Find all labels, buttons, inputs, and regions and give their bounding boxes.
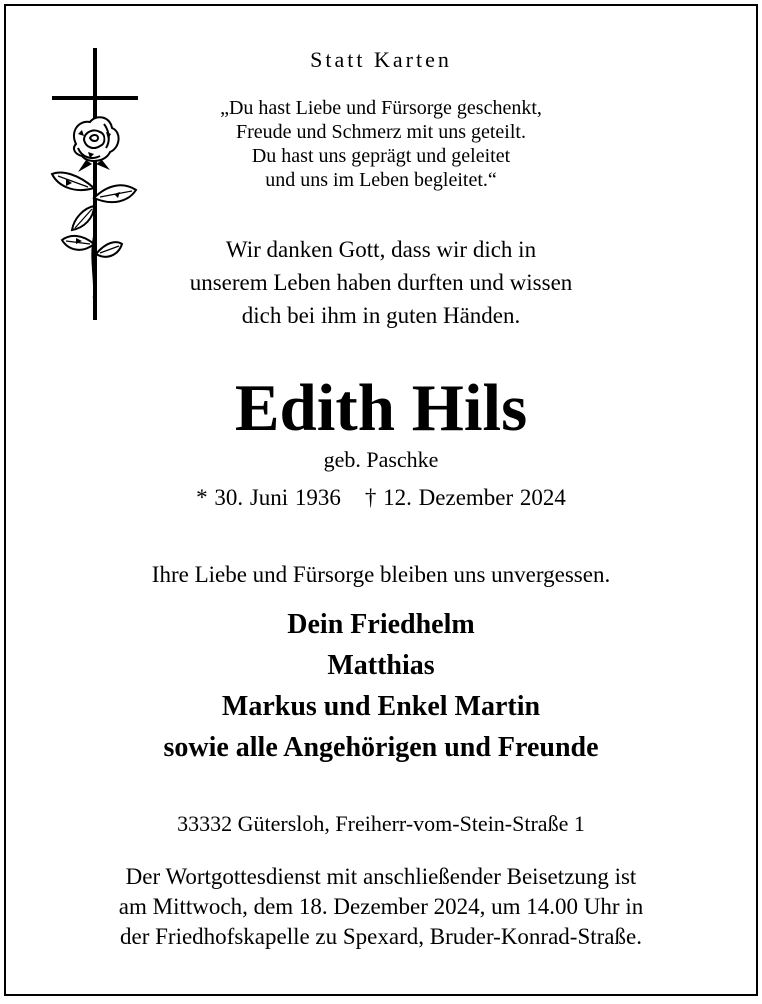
gratitude-text bbox=[6, 233, 756, 332]
obituary-notice bbox=[4, 4, 758, 996]
life-dates bbox=[6, 485, 756, 511]
deceased-name: Edith Hils bbox=[234, 371, 528, 445]
mourner-line: sowie alle Angehörigen und Freunde bbox=[163, 732, 599, 763]
statt-karten-heading: Statt Karten bbox=[310, 47, 452, 72]
poem bbox=[6, 96, 756, 192]
service-line: der Friedhofskapelle zu Spexard, Bruder-Konrad-Straße. bbox=[120, 924, 642, 949]
service-line: am Mittwoch, dem 18. Dezember 2024, um 14.00 Uhr in bbox=[118, 894, 644, 919]
death-date: † 12. Dezember 2024 bbox=[364, 485, 566, 510]
mourner-line: Matthias bbox=[327, 650, 435, 681]
mourner-line: Dein Friedhelm bbox=[287, 609, 475, 640]
mourner-line: Markus und Enkel Martin bbox=[221, 691, 541, 722]
address: 33332 Gütersloh, Freiherr-vom-Stein-Straße 1 bbox=[177, 811, 585, 836]
gratitude-line: unserem Leben haben durften und wissen bbox=[189, 270, 573, 295]
gratitude-line: Wir danken Gott, dass wir dich in bbox=[225, 237, 537, 262]
service-info bbox=[6, 862, 756, 952]
poem-line: und uns im Leben begleitet.“ bbox=[265, 169, 497, 191]
mourners-list bbox=[6, 604, 756, 768]
birth-name: geb. Paschke bbox=[323, 447, 439, 472]
poem-line: Freude und Schmerz mit uns geteilt. bbox=[236, 121, 526, 143]
gratitude-line: dich bei ihm in guten Händen. bbox=[241, 303, 521, 328]
service-line: Der Wortgottesdienst mit anschließender Beisetzung ist bbox=[125, 864, 637, 889]
poem-line: „Du hast Liebe und Fürsorge geschenkt, bbox=[220, 97, 542, 119]
poem-line: Du hast uns geprägt und geleitet bbox=[251, 145, 511, 167]
memory-text: Ihre Liebe und Fürsorge bleiben uns unvergessen. bbox=[151, 562, 611, 587]
birth-date: * 30. Juni 1936 bbox=[196, 485, 341, 510]
